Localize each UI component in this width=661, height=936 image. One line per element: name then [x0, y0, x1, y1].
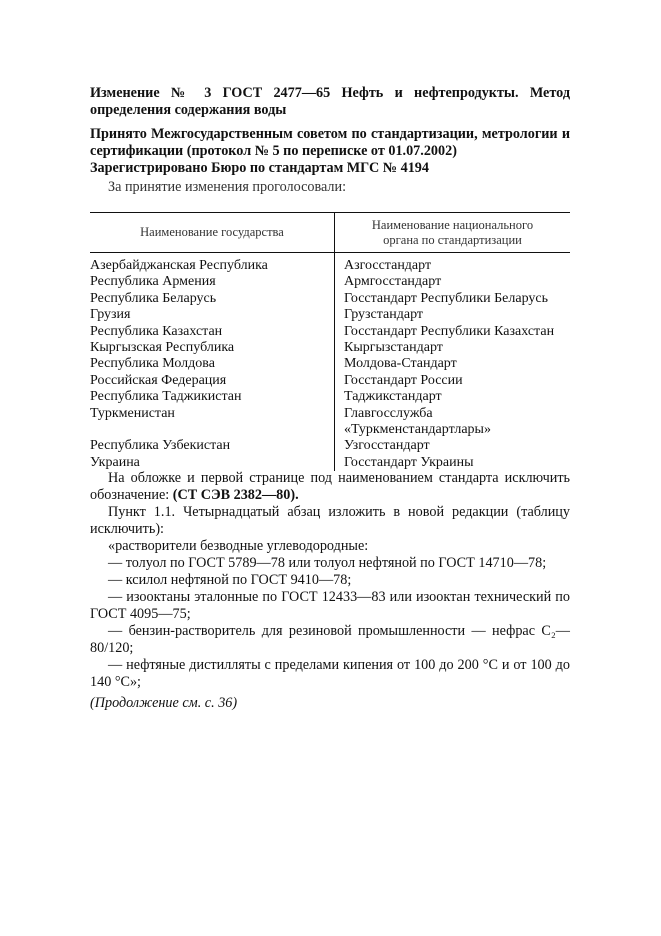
- document-title: Изменение № 3 ГОСТ 2477—65 Нефть и нефтепродукты. Метод определения содержания воды: [90, 85, 570, 118]
- voting-table: [90, 212, 570, 471]
- table-row: [90, 356, 570, 372]
- state-cell: Азербайджанская Республика: [90, 253, 335, 275]
- paragraph-item: — бензин-растворитель для резиновой промышленности — нефрас С₂—80/120;: [90, 623, 570, 656]
- body-cell: Главгосслужба «Туркменстандартлары»: [344, 405, 491, 438]
- header-body: Наименование национального органа по стандартизации: [335, 213, 571, 253]
- table-row: [90, 253, 570, 275]
- body-cell: Госстандарт России: [344, 372, 463, 388]
- table-row: [90, 438, 570, 454]
- body-cell: Госстандарт Республики Казахстан: [344, 323, 555, 339]
- registration-note: Зарегистрировано Бюро по стандартам МГС № 4194: [90, 160, 429, 176]
- table-row: [90, 340, 570, 356]
- paragraph-item: «растворители безводные углеводородные:: [108, 538, 369, 554]
- body-cell: Армгосстандарт: [344, 274, 442, 290]
- state-cell: Республика Молдова: [90, 356, 335, 372]
- adopted-note: Принято Межгосударственным советом по стандартизации, метрологии и сертификации (протокол № 5 по переписке от 01.07.2002): [90, 126, 570, 159]
- body-cell: Молдова-Стандарт: [344, 356, 457, 372]
- state-cell: Грузия: [90, 307, 335, 323]
- continued-note: (Продолжение см. с. 36): [90, 695, 238, 711]
- body-cell: Узгосстандарт: [344, 438, 430, 454]
- voted-label: За принятие изменения проголосовали:: [108, 179, 347, 195]
- state-cell: Республика Казахстан: [90, 324, 335, 340]
- state-cell: Кыргызская Республика: [90, 340, 335, 356]
- paragraph-text: На обложке и первой странице под наименованием стандарта исключить обозначение:: [90, 470, 570, 503]
- table-row: [90, 389, 570, 405]
- paragraph-item: — изооктаны эталонные по ГОСТ 12433—83 или изооктан технический по ГОСТ 4095—75;: [90, 589, 570, 622]
- paragraph-item: — ксилол нефтяной по ГОСТ 9410—78;: [108, 572, 352, 588]
- table-row: [90, 373, 570, 389]
- table-row: [90, 274, 570, 290]
- paragraph-cover: [90, 470, 570, 504]
- body-cell: Госстандарт Украины: [344, 454, 474, 470]
- state-cell: Республика Беларусь: [90, 291, 335, 307]
- header-state: Наименование государства: [90, 213, 335, 253]
- table-row: [90, 307, 570, 323]
- state-cell: Туркменистан: [90, 406, 335, 439]
- body-cell: Грузстандарт: [344, 307, 424, 323]
- state-cell: Российская Федерация: [90, 373, 335, 389]
- body-cell: Кыргызстандарт: [344, 340, 443, 356]
- table-row: [90, 291, 570, 307]
- state-cell: Республика Армения: [90, 274, 335, 290]
- table-row: [90, 406, 570, 439]
- state-cell: Украина: [90, 455, 335, 471]
- state-cell: Республика Таджикистан: [90, 389, 335, 405]
- paragraph-item: — толуол по ГОСТ 5789—78 или толуол нефтяной по ГОСТ 14710—78;: [108, 555, 547, 571]
- paragraph-item: — нефтяные дистилляты с пределами кипения от 100 до 200 °С и от 100 до 140 °С»;: [90, 657, 570, 690]
- table-row: [90, 324, 570, 340]
- body-cell: Азгосстандарт: [344, 258, 432, 273]
- table-row: [90, 455, 570, 471]
- body-cell: Госстандарт Республики Беларусь: [344, 290, 549, 306]
- paragraph-item: Пункт 1.1. Четырнадцатый абзац изложить в новой редакции (таблицу исключить):: [90, 504, 570, 537]
- body-cell: Таджикстандарт: [344, 389, 442, 405]
- state-cell: Республика Узбекистан: [90, 438, 335, 454]
- designation: (СТ СЭВ 2382—80).: [172, 487, 299, 503]
